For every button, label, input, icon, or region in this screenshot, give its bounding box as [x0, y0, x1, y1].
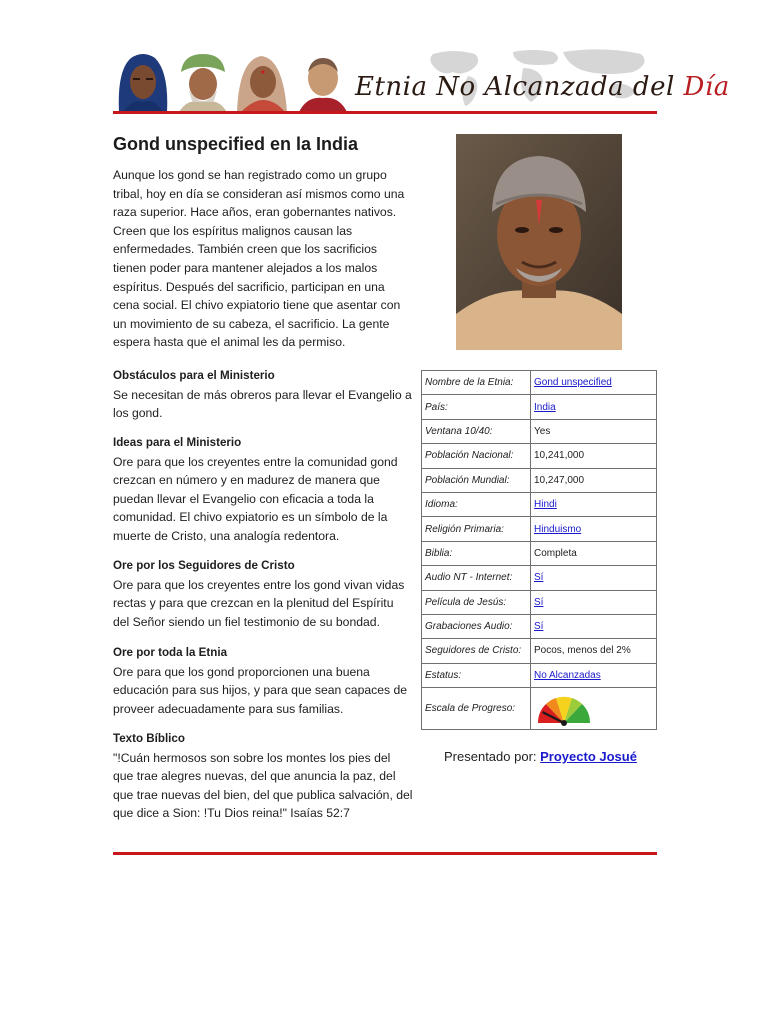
info-row-jesus-film — [422, 590, 657, 614]
info-label: País: — [422, 395, 531, 419]
country-link[interactable]: India — [534, 401, 556, 413]
info-value: Pocos, menos del 2% — [531, 639, 657, 663]
banner-title-main: Etnia No Alcanzada del — [355, 72, 684, 102]
header-banner — [113, 46, 730, 112]
section-title: Ideas para el Ministerio — [113, 436, 242, 449]
info-row-window — [422, 419, 657, 443]
section-body: Se necesitan de más obreros para llevar el Evangelio a los gond. — [113, 387, 412, 421]
info-row-language — [422, 492, 657, 516]
info-label: Religión Primaria: — [422, 517, 531, 541]
info-row-bible — [422, 541, 657, 565]
portrait-woman-blue-veil — [113, 50, 171, 112]
presented-by-label: Presentado por: — [444, 749, 541, 764]
footer-divider — [113, 852, 657, 855]
portrait-man-turban — [173, 50, 231, 112]
intro-paragraph: Aunque los gond se han registrado como un grupo tribal, hoy en día se consideran así mismos como una raza superior. Hace años, eran gobernantes nativos. Creen que los espíritus malignos causan las enfermedades. También creen que los sacrificios tienen poder para mantener alejados a los malos espíritus. Después del sacrificio, participan en una cena social. El chivo expiatorio tiene que asentar con un movimiento de su cabeza, el sacrificio. La gente espera hasta que el animal les da permiso. — [113, 168, 405, 350]
info-row-progress-scale — [422, 688, 657, 730]
people-info-table — [421, 370, 657, 730]
banner-title — [355, 72, 730, 102]
info-row-national-population — [422, 444, 657, 468]
info-label: Grabaciones Audio: — [422, 614, 531, 638]
audio-recordings-link[interactable]: Sí — [534, 621, 544, 633]
info-label: Escala de Progreso: — [422, 688, 531, 730]
info-value: 10,247,000 — [531, 468, 657, 492]
page-title: Gond unspecified en la India — [113, 134, 359, 154]
info-row-audio-recordings — [422, 614, 657, 638]
section-body: "!Cuán hermosos son sobre los montes los pies del que trae alegres nuevas, del que anuncia la paz, del que trae nuevas del bien, del que publica salvación, del que dice a Sion: !Tu Dios reina!" Isaías 52:7 — [113, 750, 413, 821]
section-ministry-ideas — [113, 434, 413, 546]
info-label: Población Mundial: — [422, 468, 531, 492]
people-name-link[interactable]: Gond unspecified — [534, 377, 612, 389]
info-label: Nombre de la Etnia: — [422, 371, 531, 395]
info-row-audio-nt — [422, 566, 657, 590]
jesus-film-link[interactable]: Sí — [534, 596, 544, 608]
info-label: Idioma: — [422, 492, 531, 516]
portrait-young-monk — [293, 50, 351, 112]
joshua-project-link[interactable]: Proyecto Josué — [540, 749, 637, 764]
info-row-world-population — [422, 468, 657, 492]
section-body: Ore para que los creyentes entre los gond vivan vidas rectas y para que crezcan en la plenitud del Espíritu del Señor siendo un fiel testimonio de su bondad. — [113, 577, 405, 629]
section-body: Ore para que los creyentes entre la comunidad gond crezcan en número y en madurez de manera que puedan llevar el Evangelio con eficacia a toda la comunidad. El chivo expiatorio es un símbolo de la muerte de Cristo, una analogía redentora. — [113, 454, 398, 543]
info-label: Ventana 10/40: — [422, 419, 531, 443]
portrait-woman-shawl — [233, 50, 291, 112]
info-row-people-name — [422, 371, 657, 395]
info-row-religion — [422, 517, 657, 541]
section-pray-people — [113, 644, 413, 718]
status-link[interactable]: No Alcanzadas — [534, 669, 601, 681]
language-link[interactable]: Hindi — [534, 499, 557, 511]
section-pray-followers — [113, 557, 413, 631]
info-label: Población Nacional: — [422, 444, 531, 468]
section-title: Obstáculos para el Ministerio — [113, 369, 275, 382]
info-label: Seguidores de Cristo: — [422, 639, 531, 663]
section-title: Texto Bíblico — [113, 732, 185, 745]
religion-link[interactable]: Hinduismo — [534, 523, 582, 535]
info-value: Yes — [531, 419, 657, 443]
info-row-country — [422, 395, 657, 419]
info-row-status — [422, 663, 657, 687]
info-value: 10,241,000 — [531, 444, 657, 468]
info-label: Audio NT - Internet: — [422, 566, 531, 590]
info-label: Estatus: — [422, 663, 531, 687]
banner-title-accent: Día — [683, 72, 730, 102]
header-divider — [113, 111, 657, 114]
section-bible-text — [113, 730, 413, 823]
section-title: Ore por toda la Etnia — [113, 646, 228, 659]
people-group-photo — [456, 134, 622, 350]
audio-nt-link[interactable]: Sí — [534, 572, 544, 584]
info-label: Biblia: — [422, 541, 531, 565]
progress-gauge-icon — [534, 693, 594, 725]
info-row-followers — [422, 639, 657, 663]
info-value: Completa — [531, 541, 657, 565]
presented-by — [444, 749, 637, 764]
info-label: Película de Jesús: — [422, 590, 531, 614]
section-obstacles — [113, 367, 413, 423]
section-title: Ore por los Seguidores de Cristo — [113, 559, 295, 572]
section-body: Ore para que los gond proporcionen una buena educación para sus hijos, y para que sean capaces de proveer adecuadamente para sus familias. — [113, 664, 408, 716]
